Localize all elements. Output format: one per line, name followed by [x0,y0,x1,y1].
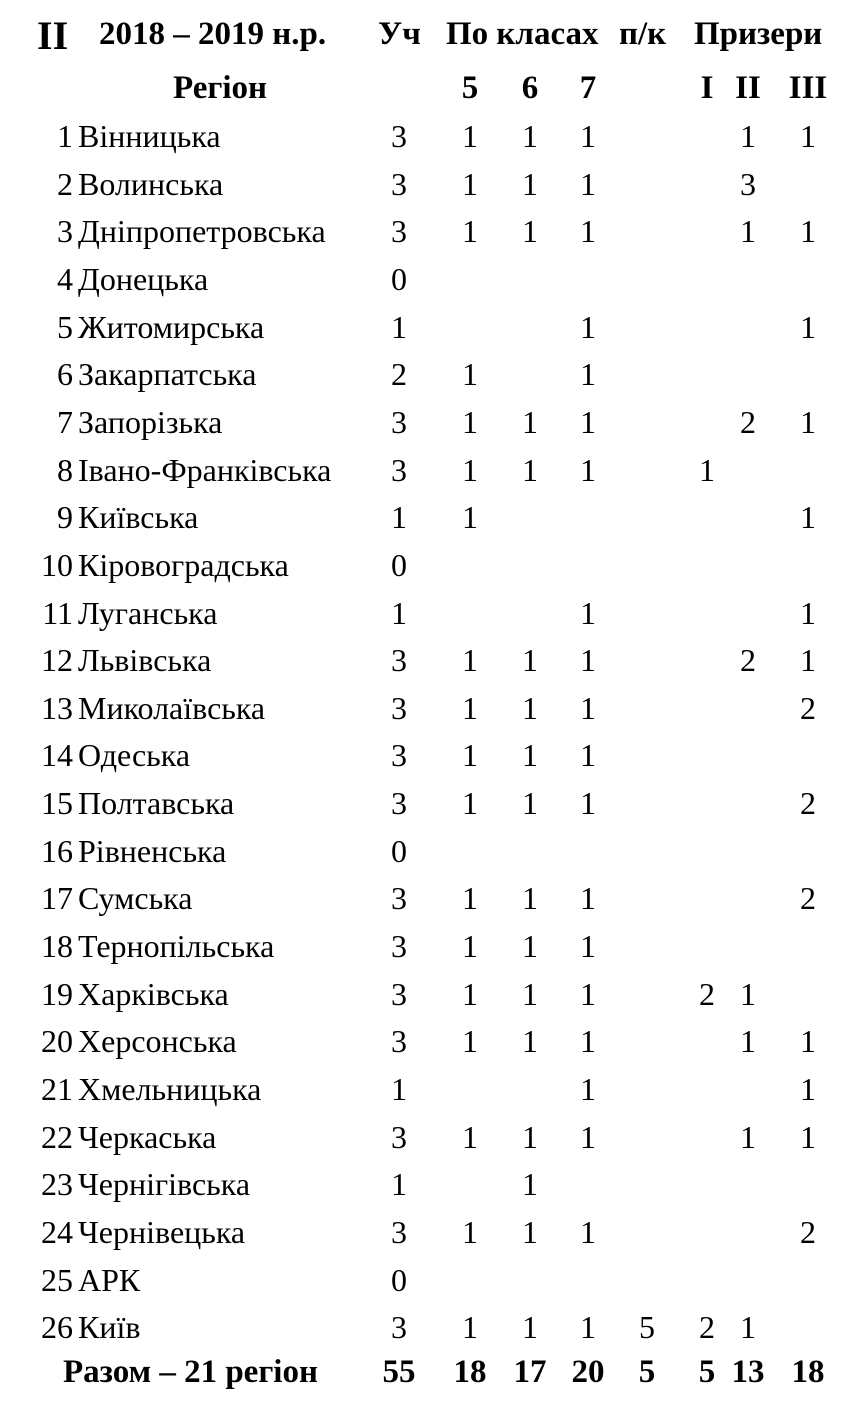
cell-p2: 1 [740,976,756,1012]
cell-uch: 3 [391,880,407,916]
region-name: Волинська [78,166,224,202]
cell-p3: 2 [800,785,816,821]
cell-g6: 1 [522,976,538,1012]
region-name: Херсонська [78,1023,237,1059]
cell-g7: 1 [580,309,596,345]
cell-uch: 3 [391,690,407,726]
row-number: 10 [41,547,73,583]
cell-g5: 1 [462,356,478,392]
cell-p2: 2 [740,642,756,678]
cell-uch: 0 [391,1262,407,1298]
cell-p3: 1 [800,404,816,440]
region-name: Чернівецька [78,1214,246,1250]
cell-uch: 1 [391,499,407,535]
row-number: 8 [57,452,73,488]
cell-p3: 1 [800,499,816,535]
cell-uch: 3 [391,404,407,440]
region-name: Запорізька [78,404,223,440]
cell-p3: 1 [800,642,816,678]
prizes-header: Призери [694,16,823,52]
row-number: 19 [41,976,73,1012]
cell-g6: 1 [522,1214,538,1250]
cell-uch: 2 [391,356,407,392]
cell-p1: 2 [699,976,715,1012]
cell-g5: 1 [462,1023,478,1059]
cell-g7: 1 [580,356,596,392]
region-name: Одеська [78,737,191,773]
cell-p3: 1 [800,213,816,249]
total-g7: 20 [571,1354,605,1390]
cell-g6: 1 [522,118,538,154]
cell-uch: 3 [391,118,407,154]
region-name: Миколаївська [78,690,266,726]
cell-p1: 1 [699,452,715,488]
cell-g6: 1 [522,737,538,773]
cell-g5: 1 [462,452,478,488]
by-grade-header: По класах [446,16,599,52]
cell-p2: 1 [740,1023,756,1059]
region-name: Полтавська [78,785,235,821]
cell-g5: 1 [462,690,478,726]
total-uch: 55 [382,1354,416,1390]
cell-uch: 3 [391,785,407,821]
cell-uch: 3 [391,166,407,202]
cell-g5: 1 [462,1119,478,1155]
row-number: 2 [57,166,73,202]
total-p2: 13 [731,1354,765,1390]
cell-p3: 1 [800,118,816,154]
cell-g5: 1 [462,928,478,964]
region-name: Харківська [78,976,229,1012]
cell-uch: 3 [391,1119,407,1155]
cell-g7: 1 [580,737,596,773]
cell-g6: 1 [522,880,538,916]
cell-uch: 0 [391,833,407,869]
row-number: 11 [42,595,73,631]
total-label: Разом – 21 регіон [63,1354,318,1390]
cell-p3: 2 [800,690,816,726]
cell-g5: 1 [462,499,478,535]
region-name: Донецька [78,261,209,297]
cell-uch: 1 [391,1166,407,1202]
cell-p3: 1 [800,309,816,345]
cell-g7: 1 [580,1214,596,1250]
cell-g7: 1 [580,880,596,916]
cell-g5: 1 [462,642,478,678]
row-number: 13 [41,690,73,726]
cell-g6: 1 [522,1119,538,1155]
cell-p3: 1 [800,1071,816,1107]
total-p3: 18 [791,1354,825,1390]
cell-p3: 1 [800,595,816,631]
cell-g7: 1 [580,785,596,821]
row-number: 23 [41,1166,73,1202]
cell-g7: 1 [580,213,596,249]
cell-g6: 1 [522,928,538,964]
cell-p2: 2 [740,404,756,440]
cell-g5: 1 [462,1309,478,1345]
cell-g6: 1 [522,1023,538,1059]
cell-p2: 1 [740,1309,756,1345]
cell-g5: 1 [462,166,478,202]
row-number: 15 [41,785,73,821]
cell-g7: 1 [580,1119,596,1155]
cell-g6: 1 [522,1309,538,1345]
cell-uch: 3 [391,452,407,488]
row-number: 18 [41,928,73,964]
row-number: 5 [57,309,73,345]
region-header: Регіон [173,70,268,106]
cell-g5: 1 [462,1214,478,1250]
cell-g7: 1 [580,118,596,154]
region-name: АРК [78,1262,141,1298]
cell-uch: 1 [391,309,407,345]
row-number: 20 [41,1023,73,1059]
row-number: 17 [41,880,73,916]
cell-g5: 1 [462,404,478,440]
cell-g6: 1 [522,785,538,821]
region-name: Сумська [78,880,193,916]
row-number: 26 [41,1309,73,1345]
cell-uch: 3 [391,1023,407,1059]
cell-g6: 1 [522,642,538,678]
cell-g7: 1 [580,1309,596,1345]
cell-g6: 1 [522,404,538,440]
row-number: 21 [41,1071,73,1107]
participants-header: Уч [378,16,421,52]
cell-p3: 1 [800,1119,816,1155]
section-number: II [37,13,69,58]
cell-g7: 1 [580,1023,596,1059]
cell-uch: 1 [391,595,407,631]
cell-g7: 1 [580,595,596,631]
prize-3-header: III [788,70,828,106]
cell-uch: 3 [391,1214,407,1250]
row-number: 14 [41,737,73,773]
school-year: 2018 – 2019 н.р. [99,16,327,52]
cell-g6: 1 [522,166,538,202]
region-name: Чернігівська [78,1166,251,1202]
cell-p3: 2 [800,880,816,916]
cell-g7: 1 [580,404,596,440]
row-number: 22 [41,1119,73,1155]
cell-uch: 3 [391,213,407,249]
cell-uch: 0 [391,547,407,583]
cell-g7: 1 [580,690,596,726]
row-number: 6 [57,356,73,392]
cell-p2: 1 [740,118,756,154]
cell-g5: 1 [462,118,478,154]
cell-p1: 2 [699,1309,715,1345]
cell-p2: 3 [740,166,756,202]
grade-5-header-text: 5 [461,70,479,106]
cell-uch: 0 [391,261,407,297]
total-pk: 5 [638,1354,656,1390]
row-number: 24 [41,1214,73,1250]
region-name: Луганська [78,595,218,631]
region-name: Київ [78,1309,141,1345]
cell-g7: 1 [580,452,596,488]
cell-g5: 1 [462,213,478,249]
cell-p3: 2 [800,1214,816,1250]
grade-6-header: 6 [521,70,539,106]
region-name: Вінницька [78,118,221,154]
region-name: Закарпатська [78,356,257,392]
cell-uch: 3 [391,737,407,773]
cell-pk: 5 [639,1309,655,1345]
row-number: 4 [57,261,73,297]
cell-uch: 3 [391,1309,407,1345]
grade-7-header: 7 [579,70,597,106]
pk-header: п/к [619,16,667,52]
region-name: Житомирська [78,309,265,345]
row-number: 16 [41,833,73,869]
cell-p3: 1 [800,1023,816,1059]
region-name: Черкаська [78,1119,217,1155]
prize-1-header: I [700,70,714,106]
region-name: Дніпропетровська [78,213,326,249]
cell-g5: 1 [462,737,478,773]
region-name: Київська [78,499,199,535]
row-number: 9 [57,499,73,535]
cell-g5: 1 [462,785,478,821]
region-name: Івано-Франківська [78,452,332,488]
region-name: Львівська [78,642,212,678]
cell-p2: 1 [740,213,756,249]
cell-g7: 1 [580,976,596,1012]
cell-uch: 3 [391,928,407,964]
cell-g6: 1 [522,452,538,488]
region-name: Кіровоградська [78,547,289,583]
cell-g6: 1 [522,690,538,726]
cell-g7: 1 [580,928,596,964]
row-number: 7 [57,404,73,440]
cell-g5: 1 [462,976,478,1012]
region-name: Рівненська [78,833,227,869]
cell-g7: 1 [580,166,596,202]
cell-g5: 1 [462,880,478,916]
row-number: 25 [41,1262,73,1298]
row-number: 3 [57,213,73,249]
row-number: 1 [57,118,73,154]
prize-2-header: II [735,70,761,106]
total-p1: 5 [698,1354,716,1390]
region-name: Хмельницька [78,1071,262,1107]
total-g5: 18 [453,1354,487,1390]
cell-uch: 1 [391,1071,407,1107]
cell-p2: 1 [740,1119,756,1155]
cell-g7: 1 [580,642,596,678]
cell-g7: 1 [580,1071,596,1107]
cell-g6: 1 [522,213,538,249]
cell-g6: 1 [522,1166,538,1202]
row-number: 12 [41,642,73,678]
cell-uch: 3 [391,976,407,1012]
total-g6: 17 [513,1354,547,1390]
cell-uch: 3 [391,642,407,678]
region-name: Тернопільська [78,928,275,964]
